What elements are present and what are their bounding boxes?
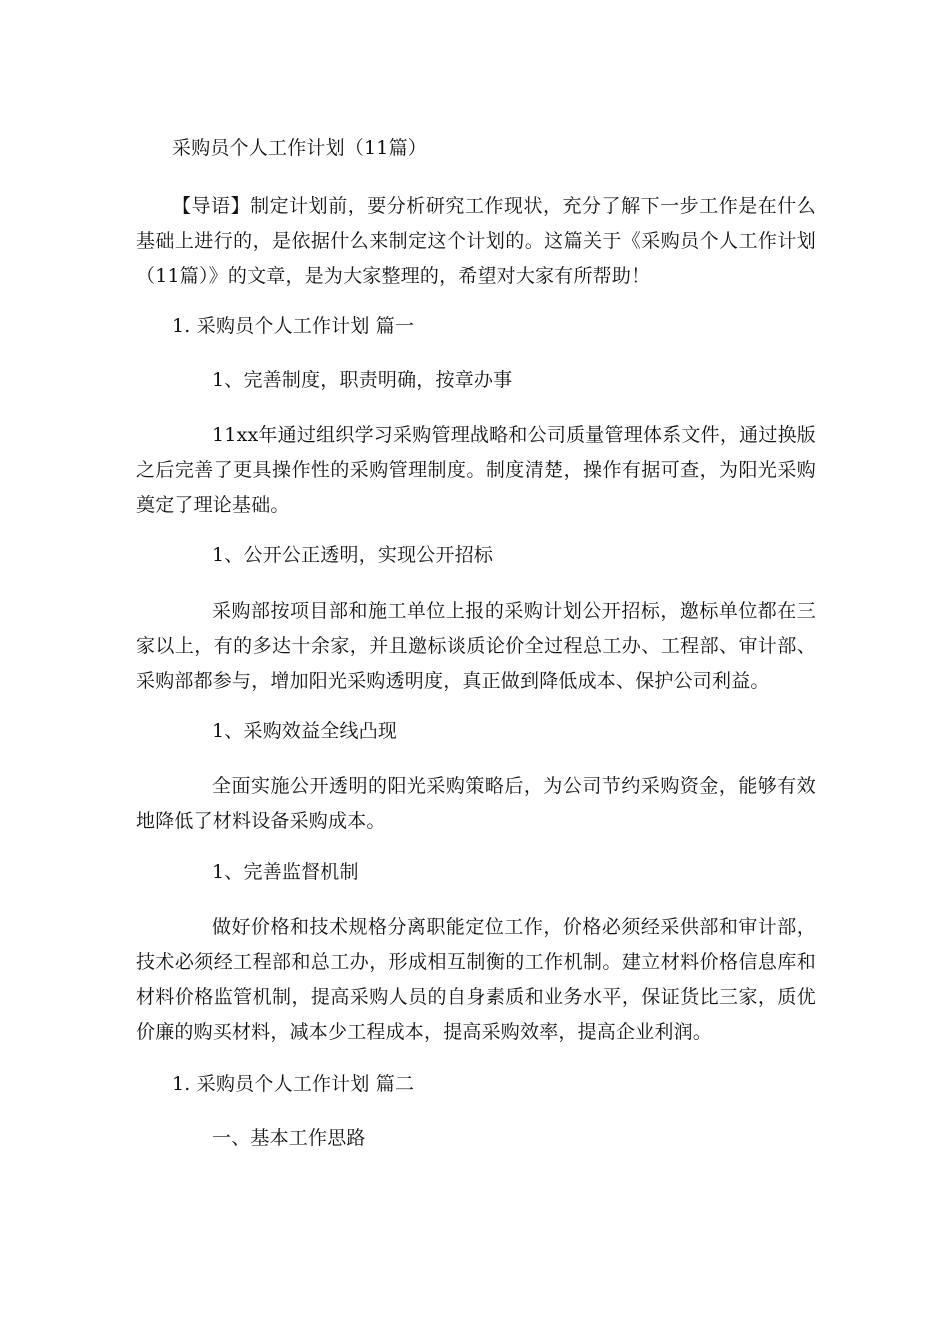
section-heading-2: 1. 采购员个人工作计划 篇二 xyxy=(172,1073,415,1095)
item-heading-2: 1、公开公正透明，实现公开招标 xyxy=(212,544,494,566)
section-2-sub-heading: 一、基本工作思路 xyxy=(212,1127,366,1149)
intro-paragraph: 【导语】制定计划前，要分析研究工作现状，充分了解下一步工作是在什么基础上进行的，是依据什么来制定这个计划的。这篇关于《采购员个人工作计划（11篇）》的文章，是为大家整理的，希望对大家有所帮助！ xyxy=(136,195,816,287)
item-heading-4: 1、完善监督机制 xyxy=(212,861,359,883)
document-title: 采购员个人工作计划（11篇） xyxy=(172,137,427,159)
item-heading-3: 1、采购效益全线凸现 xyxy=(212,720,398,742)
item-body-3: 全面实施公开透明的阳光采购策略后，为公司节约采购资金，能够有效地降低了材料设备采购成本。 xyxy=(136,775,816,832)
item-body-4: 做好价格和技术规格分离职能定位工作，价格必须经采供部和审计部，技术必须经工程部和总工办，形成相互制衡的工作机制。建立材料价格信息库和材料价格监管机制，提高采购人员的自身素质和业务水平，保证货比三家，质优价廉的购买材料，减本少工程成本，提高采购效率，提高企业利润。 xyxy=(136,916,816,1043)
item-body-2: 采购部按项目部和施工单位上报的采购计划公开招标，邀标单位都在三家以上，有的多达十余家，并且邀标谈质论价全过程总工办、工程部、审计部、采购部都参与，增加阳光采购透明度，真正做到降低成本、保护公司利益。 xyxy=(136,600,816,692)
item-heading-1: 1、完善制度，职责明确，按章办事 xyxy=(212,369,513,391)
section-heading-1: 1. 采购员个人工作计划 篇一 xyxy=(172,315,415,337)
item-body-1: 11xx年通过组织学习采购管理战略和公司质量管理体系文件，通过换版之后完善了更具操作性的采购管理制度。制度清楚，操作有据可查，为阳光采购奠定了理论基础。 xyxy=(136,424,816,516)
